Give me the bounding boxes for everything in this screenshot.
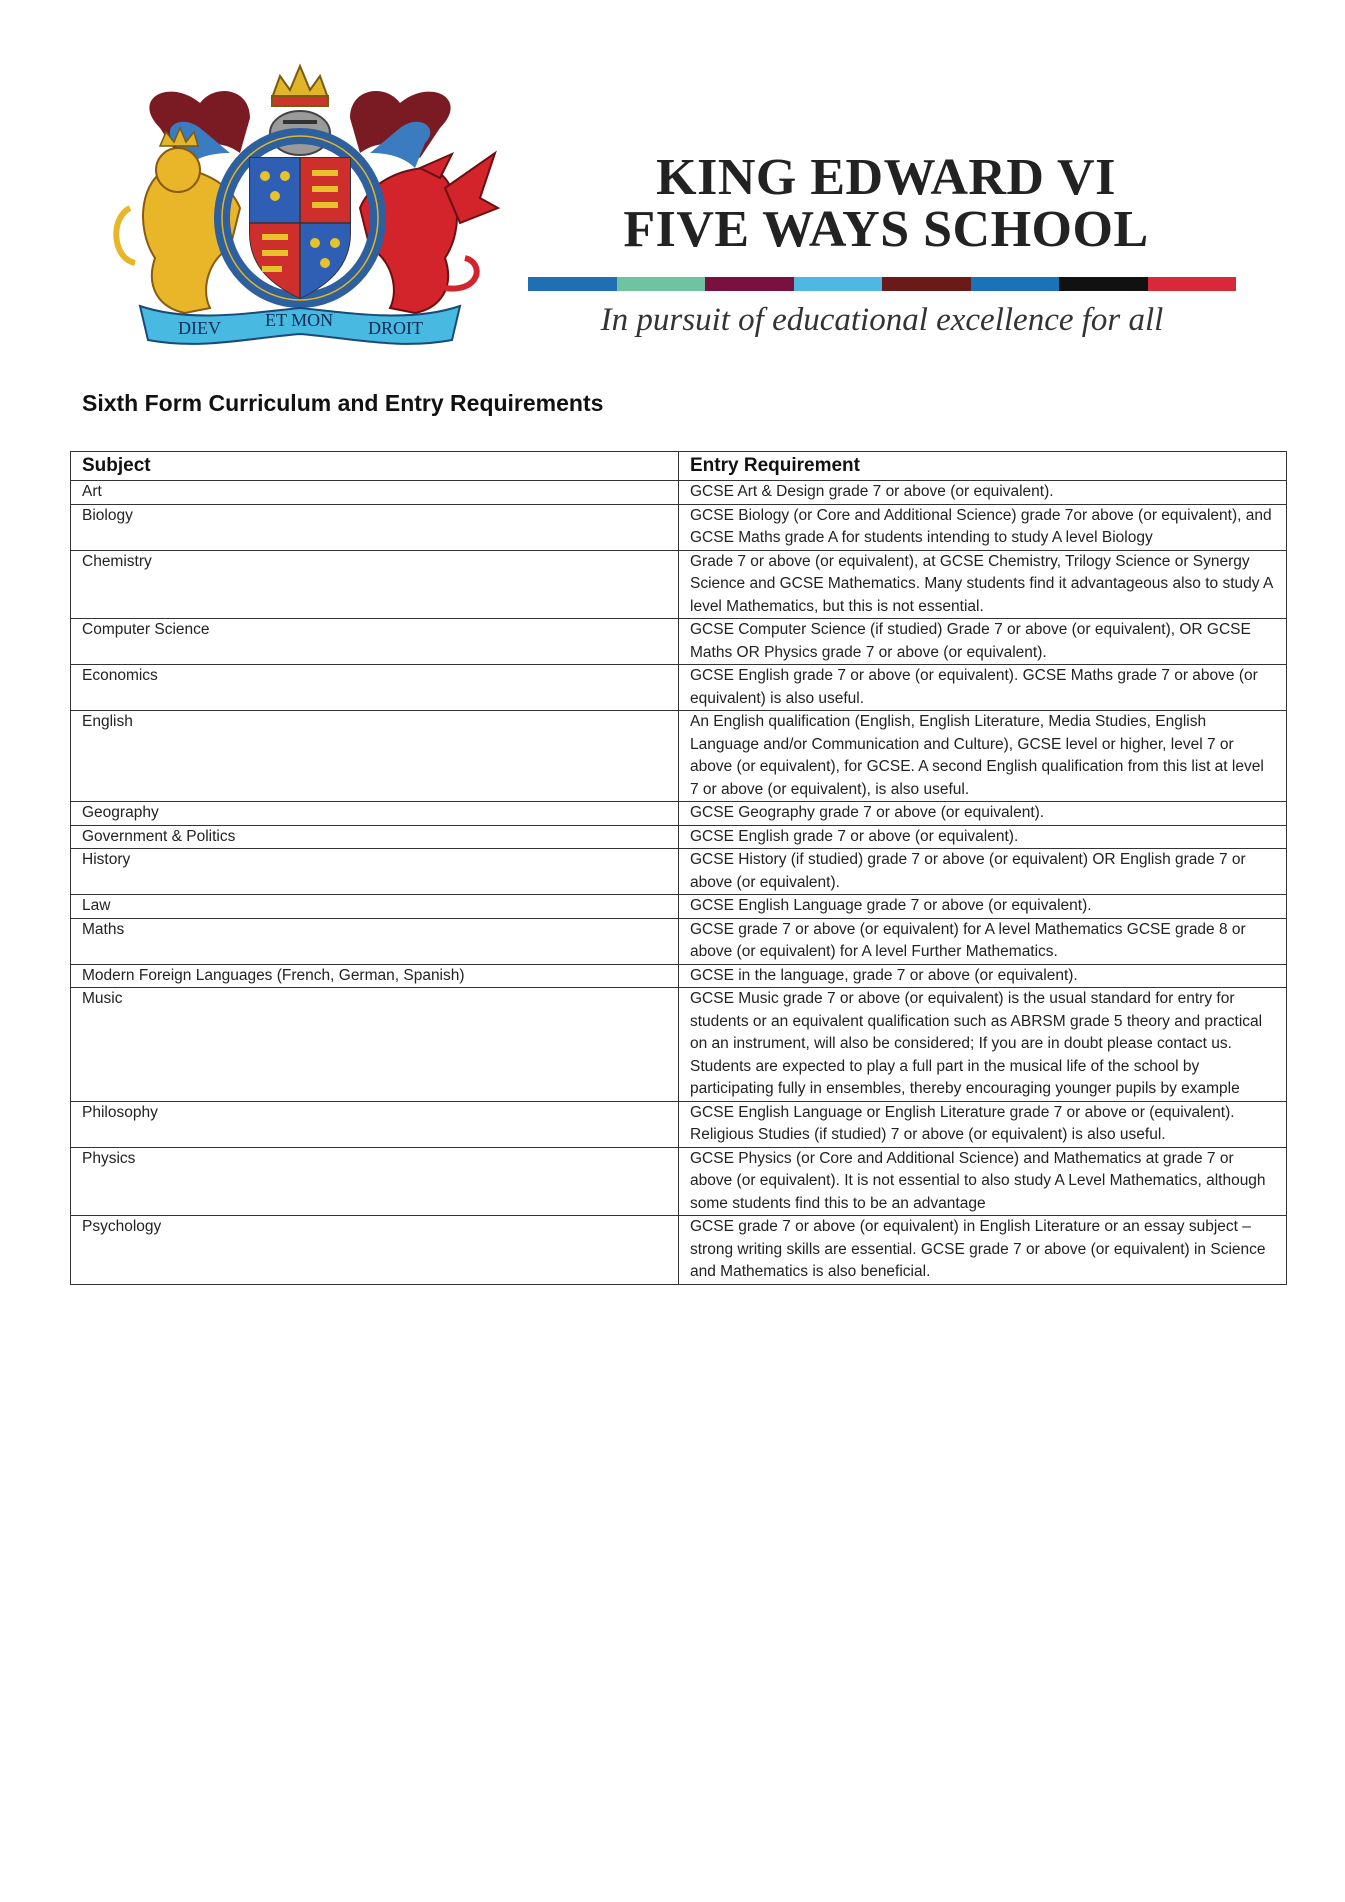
table-row	[71, 964, 1287, 988]
subject-cell: Chemistry	[71, 550, 679, 619]
stripe-segment	[617, 277, 706, 291]
crest-motto-right: DROIT	[368, 318, 423, 338]
crest-motto-center: ET MON	[265, 310, 334, 330]
subject-cell: Government & Politics	[71, 825, 679, 849]
requirement-cell: An English qualification (English, English Literature, Media Studies, English Language and/or Communication and Culture), GCSE level or higher, level 7 or above (or equivalent), for GCSE. A second English qualification from this list at level 7 or above (or equivalent), is also useful.	[679, 711, 1287, 802]
table-row	[71, 802, 1287, 826]
requirement-cell: GCSE grade 7 or above (or equivalent) in English Literature or an essay subject – strong writing skills are essential. GCSE grade 7 or above (or equivalent) in Science and Mathematics is also beneficial.	[679, 1216, 1287, 1285]
stripe-segment	[882, 277, 971, 291]
crest-motto-left: DIEV	[178, 318, 221, 338]
entry-requirements-table	[70, 451, 1287, 1285]
stripe-segment	[1059, 277, 1148, 291]
subject-cell: Biology	[71, 504, 679, 550]
school-name	[536, 149, 1236, 258]
school-motto: In pursuit of educational excellence for all	[600, 302, 1164, 338]
subject-cell: Psychology	[71, 1216, 679, 1285]
table-row	[71, 711, 1287, 802]
stripe-segment	[794, 277, 883, 291]
subject-cell: Art	[71, 481, 679, 505]
requirement-cell: GCSE English grade 7 or above (or equivalent). GCSE Maths grade 7 or above (or equivalent) is also useful.	[679, 665, 1287, 711]
school-name-line1: KING EDWARD VI	[656, 149, 1116, 206]
table-row	[71, 895, 1287, 919]
subject-cell: Economics	[71, 665, 679, 711]
page-title: Sixth Form Curriculum and Entry Requirements	[82, 390, 604, 416]
table-row	[71, 665, 1287, 711]
subject-cell: English	[71, 711, 679, 802]
requirement-cell: GCSE English Language grade 7 or above (or equivalent).	[679, 895, 1287, 919]
requirement-cell: GCSE grade 7 or above (or equivalent) for A level Mathematics GCSE grade 8 or above (or equivalent) for A level Further Mathematics.	[679, 918, 1287, 964]
table-row	[71, 1216, 1287, 1285]
header-entry-requirement: Entry Requirement	[679, 452, 1287, 481]
subject-cell: Maths	[71, 918, 679, 964]
table-row	[71, 918, 1287, 964]
requirement-cell: GCSE Physics (or Core and Additional Science) and Mathematics at grade 7 or above (or equivalent). It is not essential to also study A Level Mathematics, although some students find this to be an advantage	[679, 1147, 1287, 1216]
subject-cell: Computer Science	[71, 619, 679, 665]
subject-cell: Physics	[71, 1147, 679, 1216]
requirement-cell: GCSE Computer Science (if studied) Grade 7 or above (or equivalent), OR GCSE Maths OR Physics grade 7 or above (or equivalent).	[679, 619, 1287, 665]
requirement-cell: GCSE Art & Design grade 7 or above (or equivalent).	[679, 481, 1287, 505]
requirement-cell: GCSE in the language, grade 7 or above (or equivalent).	[679, 964, 1287, 988]
table-row	[71, 825, 1287, 849]
requirement-cell: GCSE English Language or English Literature grade 7 or above or (equivalent). Religious Studies (if studied) 7 or above (or equivalent) is also useful.	[679, 1101, 1287, 1147]
table-row	[71, 481, 1287, 505]
subject-cell: History	[71, 849, 679, 895]
requirement-cell: GCSE Geography grade 7 or above (or equivalent).	[679, 802, 1287, 826]
requirement-cell: GCSE Music grade 7 or above (or equivalent) is the usual standard for entry for students or an equivalent qualification such as ABRSM grade 5 theory and practical on an instrument, will also be considered; If you are in doubt please contact us. Students are expected to play a full part in the musical life of the school by participating fully in ensembles, thereby encouraging younger pupils by example	[679, 988, 1287, 1102]
table-row	[71, 550, 1287, 619]
requirement-cell: GCSE English grade 7 or above (or equivalent).	[679, 825, 1287, 849]
color-stripe	[528, 277, 1236, 291]
table-row	[71, 988, 1287, 1102]
school-crest-logo	[100, 58, 500, 348]
subject-cell: Philosophy	[71, 1101, 679, 1147]
requirement-cell: GCSE Biology (or Core and Additional Science) grade 7or above (or equivalent), and GCSE Maths grade A for students intending to study A level Biology	[679, 504, 1287, 550]
table-row	[71, 504, 1287, 550]
stripe-segment	[1148, 277, 1237, 291]
requirement-cell: GCSE History (if studied) grade 7 or above (or equivalent) OR English grade 7 or above (or equivalent).	[679, 849, 1287, 895]
stripe-segment	[971, 277, 1060, 291]
subject-cell: Geography	[71, 802, 679, 826]
table-row	[71, 1147, 1287, 1216]
table-row	[71, 849, 1287, 895]
stripe-segment	[705, 277, 794, 291]
subject-cell: Music	[71, 988, 679, 1102]
requirement-cell: Grade 7 or above (or equivalent), at GCSE Chemistry, Trilogy Science or Synergy Science and GCSE Mathematics. Many students find it advantageous also to study A level Mathematics, but this is not essential.	[679, 550, 1287, 619]
table-body	[71, 481, 1287, 1285]
subject-cell: Law	[71, 895, 679, 919]
stripe-segment	[528, 277, 617, 291]
subject-cell: Modern Foreign Languages (French, German, Spanish)	[71, 964, 679, 988]
table-row	[71, 1101, 1287, 1147]
header-subject: Subject	[71, 452, 679, 481]
school-name-line2: FIVE WAYS SCHOOL	[623, 201, 1149, 258]
table-header-row	[71, 452, 1287, 481]
table-row	[71, 619, 1287, 665]
